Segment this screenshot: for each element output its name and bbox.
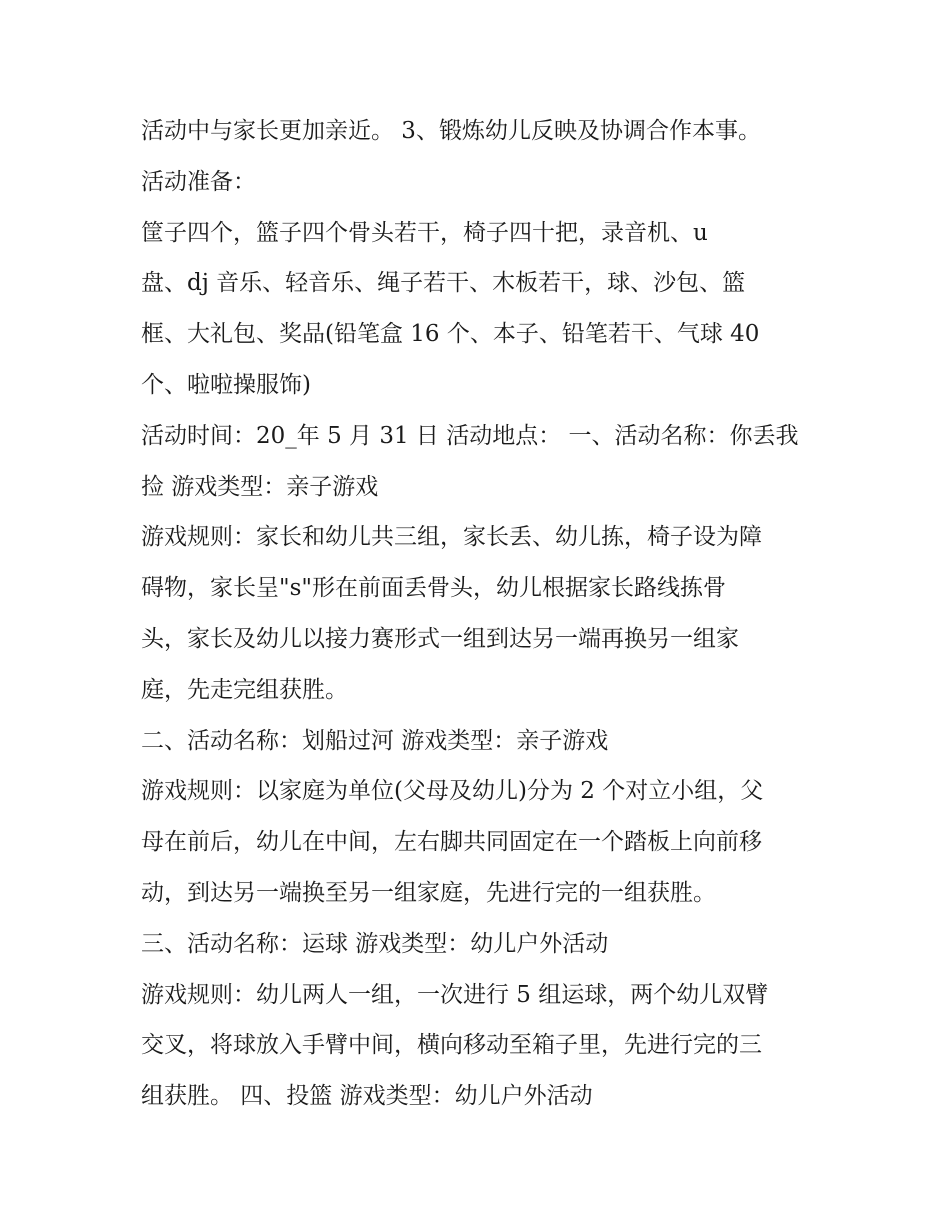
text-line: 游戏规则：家长和幼儿共三组，家长丢、幼儿拣，椅子设为障 xyxy=(141,524,762,551)
text-line: 庭，先走完组获胜。 xyxy=(141,676,348,703)
text-line: 个、啦啦操服饰) xyxy=(141,371,311,398)
text-line: 碍物，家长呈"s"形在前面丢骨头，幼儿根据家长路线拣骨 xyxy=(141,575,726,602)
text-line: 头，家长及幼儿以接力赛形式一组到达另一端再换另一组家 xyxy=(141,625,739,652)
text-line: 动，到达另一端换至另一组家庭，先进行完的一组获胜。 xyxy=(141,879,716,906)
text-line: 活动中与家长更加亲近。 3、锻炼幼儿反映及协调合作本事。 xyxy=(141,118,761,144)
text-line: 捡 游戏类型：亲子游戏 xyxy=(141,473,379,500)
text-line: 框、大礼包、奖品(铅笔盒 16 个、本子、铅笔若干、气球 40 xyxy=(141,321,760,348)
text-line: 二、活动名称：划船过河 游戏类型：亲子游戏 xyxy=(141,727,609,754)
text-line: 活动准备： xyxy=(141,168,256,195)
text-line: 交叉，将球放入手臂中间，横向移动至箱子里，先进行完的三 xyxy=(141,1032,762,1059)
text-line: 三、活动名称：运球 游戏类型：幼儿户外活动 xyxy=(141,930,609,957)
text-line: 筐子四个，篮子四个骨头若干，椅子四十把，录音机、u xyxy=(141,219,708,246)
text-line: 游戏规则：以家庭为单位(父母及幼儿)分为 2 个对立小组，父 xyxy=(141,778,764,805)
text-line: 母在前后，幼儿在中间，左右脚共同固定在一个踏板上向前移 xyxy=(141,829,762,856)
text-line: 盘、dj 音乐、轻音乐、绳子若干、木板若干，球、沙包、篮 xyxy=(141,270,746,297)
text-line: 组获胜。 四、投篮 游戏类型：幼儿户外活动 xyxy=(141,1083,593,1110)
text-line: 活动时间：20_年 5 月 31 日 活动地点： 一、活动名称：你丢我 xyxy=(141,422,799,449)
text-line: 游戏规则：幼儿两人一组，一次进行 5 组运球，两个幼儿双臂 xyxy=(141,981,769,1008)
document-body xyxy=(141,106,821,1122)
